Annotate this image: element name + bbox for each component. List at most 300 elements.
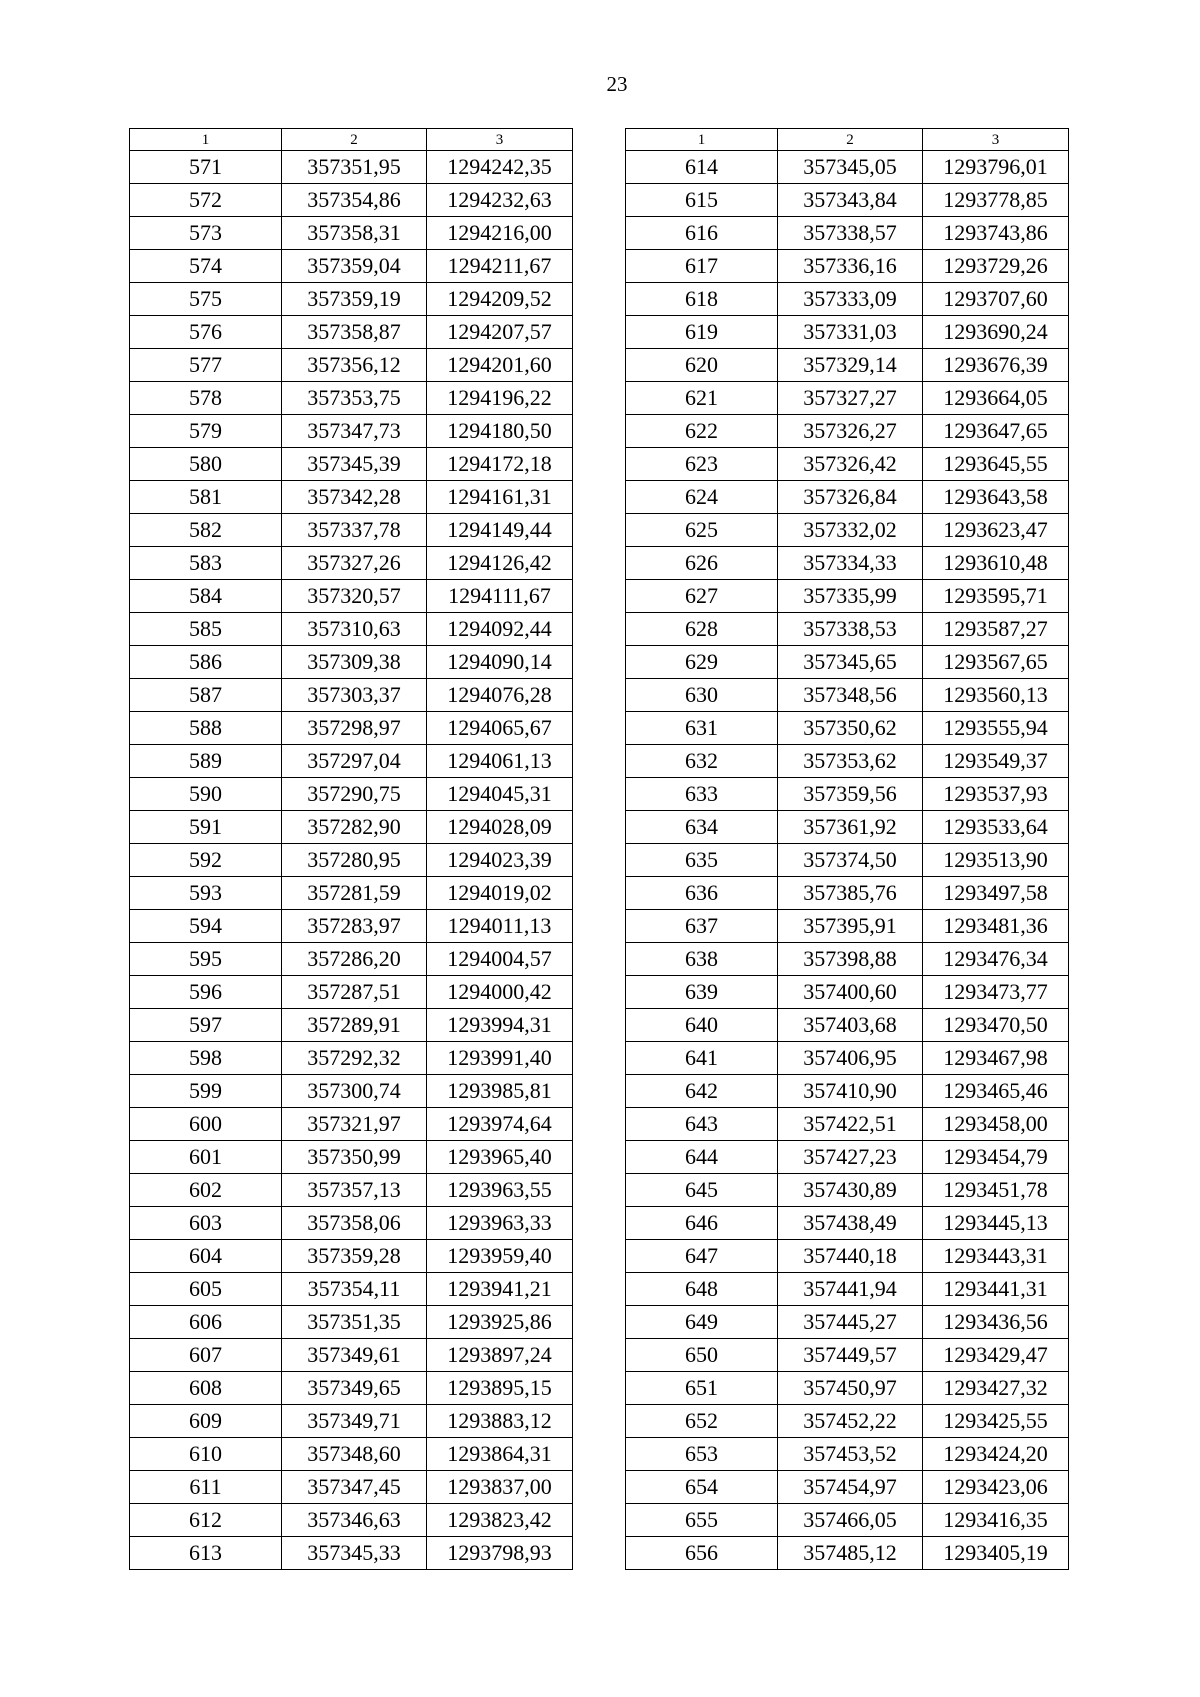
cell-x-coordinate: 357406,95 (778, 1042, 923, 1075)
cell-point-number: 572 (130, 184, 282, 217)
cell-x-coordinate: 357309,38 (282, 646, 427, 679)
table-row (626, 745, 1069, 778)
cell-x-coordinate: 357374,50 (778, 844, 923, 877)
cell-x-coordinate: 357395,91 (778, 910, 923, 943)
cell-point-number: 586 (130, 646, 282, 679)
cell-point-number: 653 (626, 1438, 778, 1471)
cell-x-coordinate: 357438,49 (778, 1207, 923, 1240)
cell-y-coordinate: 1294000,42 (427, 976, 573, 1009)
table-row (130, 217, 573, 250)
cell-point-number: 616 (626, 217, 778, 250)
cell-x-coordinate: 357427,23 (778, 1141, 923, 1174)
table-row (626, 811, 1069, 844)
cell-x-coordinate: 357345,05 (778, 151, 923, 184)
cell-y-coordinate: 1293405,19 (923, 1537, 1069, 1570)
cell-y-coordinate: 1294211,67 (427, 250, 573, 283)
column-header-x: 2 (778, 129, 923, 151)
cell-y-coordinate: 1293743,86 (923, 217, 1069, 250)
cell-point-number: 607 (130, 1339, 282, 1372)
table-row (626, 382, 1069, 415)
cell-point-number: 601 (130, 1141, 282, 1174)
cell-x-coordinate: 357354,86 (282, 184, 427, 217)
cell-x-coordinate: 357359,28 (282, 1240, 427, 1273)
cell-point-number: 619 (626, 316, 778, 349)
cell-y-coordinate: 1293467,98 (923, 1042, 1069, 1075)
cell-x-coordinate: 357349,65 (282, 1372, 427, 1405)
cell-y-coordinate: 1293994,31 (427, 1009, 573, 1042)
cell-x-coordinate: 357303,37 (282, 679, 427, 712)
table-row (130, 1009, 573, 1042)
cell-y-coordinate: 1293436,56 (923, 1306, 1069, 1339)
table-row (130, 1042, 573, 1075)
cell-x-coordinate: 357357,13 (282, 1174, 427, 1207)
cell-y-coordinate: 1294149,44 (427, 514, 573, 547)
cell-point-number: 585 (130, 613, 282, 646)
cell-y-coordinate: 1293963,33 (427, 1207, 573, 1240)
cell-y-coordinate: 1293537,93 (923, 778, 1069, 811)
cell-x-coordinate: 357358,06 (282, 1207, 427, 1240)
cell-y-coordinate: 1293707,60 (923, 283, 1069, 316)
cell-x-coordinate: 357320,57 (282, 580, 427, 613)
cell-y-coordinate: 1293883,12 (427, 1405, 573, 1438)
cell-point-number: 574 (130, 250, 282, 283)
cell-y-coordinate: 1293458,00 (923, 1108, 1069, 1141)
cell-point-number: 597 (130, 1009, 282, 1042)
table-row (130, 1141, 573, 1174)
cell-x-coordinate: 357403,68 (778, 1009, 923, 1042)
cell-x-coordinate: 357310,63 (282, 613, 427, 646)
table-row (626, 1075, 1069, 1108)
cell-x-coordinate: 357485,12 (778, 1537, 923, 1570)
cell-y-coordinate: 1293991,40 (427, 1042, 573, 1075)
table-row (626, 1339, 1069, 1372)
table-row (130, 250, 573, 283)
cell-y-coordinate: 1294126,42 (427, 547, 573, 580)
cell-y-coordinate: 1293895,15 (427, 1372, 573, 1405)
table-row (130, 910, 573, 943)
cell-point-number: 591 (130, 811, 282, 844)
cell-x-coordinate: 357440,18 (778, 1240, 923, 1273)
cell-y-coordinate: 1293610,48 (923, 547, 1069, 580)
cell-point-number: 615 (626, 184, 778, 217)
cell-x-coordinate: 357452,22 (778, 1405, 923, 1438)
table-row (130, 1108, 573, 1141)
table-row (130, 1240, 573, 1273)
cell-y-coordinate: 1294111,67 (427, 580, 573, 613)
cell-y-coordinate: 1294209,52 (427, 283, 573, 316)
cell-point-number: 629 (626, 646, 778, 679)
cell-y-coordinate: 1294045,31 (427, 778, 573, 811)
cell-point-number: 639 (626, 976, 778, 1009)
cell-y-coordinate: 1293533,64 (923, 811, 1069, 844)
cell-y-coordinate: 1293454,79 (923, 1141, 1069, 1174)
cell-y-coordinate: 1293416,35 (923, 1504, 1069, 1537)
cell-y-coordinate: 1293497,58 (923, 877, 1069, 910)
cell-x-coordinate: 357334,33 (778, 547, 923, 580)
cell-point-number: 605 (130, 1273, 282, 1306)
cell-point-number: 599 (130, 1075, 282, 1108)
table-row (130, 415, 573, 448)
cell-y-coordinate: 1293423,06 (923, 1471, 1069, 1504)
column-header-y: 3 (923, 129, 1069, 151)
cell-point-number: 613 (130, 1537, 282, 1570)
cell-x-coordinate: 357331,03 (778, 316, 923, 349)
cell-y-coordinate: 1293959,40 (427, 1240, 573, 1273)
cell-point-number: 618 (626, 283, 778, 316)
cell-y-coordinate: 1293985,81 (427, 1075, 573, 1108)
cell-y-coordinate: 1294172,18 (427, 448, 573, 481)
cell-y-coordinate: 1294004,57 (427, 943, 573, 976)
cell-point-number: 621 (626, 382, 778, 415)
cell-x-coordinate: 357348,56 (778, 679, 923, 712)
table-row (626, 844, 1069, 877)
cell-y-coordinate: 1293647,65 (923, 415, 1069, 448)
cell-x-coordinate: 357298,97 (282, 712, 427, 745)
cell-point-number: 641 (626, 1042, 778, 1075)
cell-y-coordinate: 1293424,20 (923, 1438, 1069, 1471)
cell-x-coordinate: 357347,45 (282, 1471, 427, 1504)
cell-point-number: 644 (626, 1141, 778, 1174)
cell-y-coordinate: 1294011,13 (427, 910, 573, 943)
cell-point-number: 592 (130, 844, 282, 877)
cell-x-coordinate: 357342,28 (282, 481, 427, 514)
cell-point-number: 602 (130, 1174, 282, 1207)
cell-point-number: 633 (626, 778, 778, 811)
cell-y-coordinate: 1293965,40 (427, 1141, 573, 1174)
cell-y-coordinate: 1293664,05 (923, 382, 1069, 415)
cell-y-coordinate: 1293451,78 (923, 1174, 1069, 1207)
cell-x-coordinate: 357466,05 (778, 1504, 923, 1537)
cell-point-number: 609 (130, 1405, 282, 1438)
cell-point-number: 645 (626, 1174, 778, 1207)
cell-y-coordinate: 1293587,27 (923, 613, 1069, 646)
cell-y-coordinate: 1294090,14 (427, 646, 573, 679)
cell-y-coordinate: 1294201,60 (427, 349, 573, 382)
table-row (130, 877, 573, 910)
cell-point-number: 603 (130, 1207, 282, 1240)
table-row (626, 1174, 1069, 1207)
table-row (130, 778, 573, 811)
table-row (626, 1108, 1069, 1141)
cell-y-coordinate: 1294023,39 (427, 844, 573, 877)
table-row (130, 679, 573, 712)
column-header-point-number: 1 (130, 129, 282, 151)
table-row (130, 151, 573, 184)
table-row (626, 283, 1069, 316)
cell-x-coordinate: 357282,90 (282, 811, 427, 844)
cell-point-number: 582 (130, 514, 282, 547)
cell-point-number: 600 (130, 1108, 282, 1141)
cell-x-coordinate: 357345,33 (282, 1537, 427, 1570)
cell-x-coordinate: 357450,97 (778, 1372, 923, 1405)
table-row (130, 646, 573, 679)
cell-y-coordinate: 1293778,85 (923, 184, 1069, 217)
table-row (130, 712, 573, 745)
table-row (626, 151, 1069, 184)
table-row (626, 217, 1069, 250)
cell-point-number: 651 (626, 1372, 778, 1405)
cell-point-number: 614 (626, 151, 778, 184)
cell-point-number: 606 (130, 1306, 282, 1339)
table-row (626, 910, 1069, 943)
cell-y-coordinate: 1293796,01 (923, 151, 1069, 184)
table-header-row (626, 129, 1069, 151)
cell-x-coordinate: 357332,02 (778, 514, 923, 547)
cell-y-coordinate: 1293481,36 (923, 910, 1069, 943)
cell-point-number: 590 (130, 778, 282, 811)
cell-x-coordinate: 357354,11 (282, 1273, 427, 1306)
cell-x-coordinate: 357338,57 (778, 217, 923, 250)
table-row (626, 646, 1069, 679)
cell-point-number: 610 (130, 1438, 282, 1471)
cell-point-number: 604 (130, 1240, 282, 1273)
cell-x-coordinate: 357358,87 (282, 316, 427, 349)
cell-point-number: 578 (130, 382, 282, 415)
table-row (626, 1273, 1069, 1306)
cell-y-coordinate: 1294065,67 (427, 712, 573, 745)
cell-x-coordinate: 357326,84 (778, 481, 923, 514)
cell-y-coordinate: 1293513,90 (923, 844, 1069, 877)
cell-x-coordinate: 357349,71 (282, 1405, 427, 1438)
cell-point-number: 655 (626, 1504, 778, 1537)
table-row (626, 976, 1069, 1009)
table-row (130, 745, 573, 778)
cell-x-coordinate: 357289,91 (282, 1009, 427, 1042)
cell-y-coordinate: 1293465,46 (923, 1075, 1069, 1108)
table-row (626, 1240, 1069, 1273)
cell-y-coordinate: 1293443,31 (923, 1240, 1069, 1273)
column-header-x: 2 (282, 129, 427, 151)
cell-point-number: 575 (130, 283, 282, 316)
cell-x-coordinate: 357351,95 (282, 151, 427, 184)
cell-point-number: 595 (130, 943, 282, 976)
cell-x-coordinate: 357353,62 (778, 745, 923, 778)
cell-point-number: 638 (626, 943, 778, 976)
cell-point-number: 583 (130, 547, 282, 580)
cell-point-number: 631 (626, 712, 778, 745)
table-row (626, 1471, 1069, 1504)
cell-y-coordinate: 1293549,37 (923, 745, 1069, 778)
cell-y-coordinate: 1294161,31 (427, 481, 573, 514)
table-row (626, 316, 1069, 349)
cell-y-coordinate: 1293427,32 (923, 1372, 1069, 1405)
cell-y-coordinate: 1293429,47 (923, 1339, 1069, 1372)
cell-y-coordinate: 1294207,57 (427, 316, 573, 349)
table-row (626, 1042, 1069, 1075)
column-header-y: 3 (427, 129, 573, 151)
cell-y-coordinate: 1293470,50 (923, 1009, 1069, 1042)
cell-x-coordinate: 357283,97 (282, 910, 427, 943)
cell-point-number: 571 (130, 151, 282, 184)
cell-y-coordinate: 1294232,63 (427, 184, 573, 217)
table-row (130, 580, 573, 613)
cell-point-number: 635 (626, 844, 778, 877)
coordinates-table-right (625, 128, 1069, 1570)
table-row (626, 712, 1069, 745)
table-row (130, 349, 573, 382)
cell-x-coordinate: 357321,97 (282, 1108, 427, 1141)
cell-y-coordinate: 1294076,28 (427, 679, 573, 712)
cell-x-coordinate: 357445,27 (778, 1306, 923, 1339)
cell-x-coordinate: 357345,65 (778, 646, 923, 679)
cell-x-coordinate: 357345,39 (282, 448, 427, 481)
cell-y-coordinate: 1293729,26 (923, 250, 1069, 283)
cell-y-coordinate: 1293476,34 (923, 943, 1069, 976)
cell-x-coordinate: 357338,53 (778, 613, 923, 646)
cell-x-coordinate: 357286,20 (282, 943, 427, 976)
cell-x-coordinate: 357361,92 (778, 811, 923, 844)
cell-y-coordinate: 1294180,50 (427, 415, 573, 448)
table-row (130, 844, 573, 877)
cell-x-coordinate: 357327,27 (778, 382, 923, 415)
cell-point-number: 596 (130, 976, 282, 1009)
cell-point-number: 608 (130, 1372, 282, 1405)
cell-x-coordinate: 357347,73 (282, 415, 427, 448)
cell-point-number: 622 (626, 415, 778, 448)
cell-y-coordinate: 1293425,55 (923, 1405, 1069, 1438)
table-row (626, 349, 1069, 382)
cell-x-coordinate: 357326,27 (778, 415, 923, 448)
cell-y-coordinate: 1293925,86 (427, 1306, 573, 1339)
cell-point-number: 648 (626, 1273, 778, 1306)
cell-point-number: 627 (626, 580, 778, 613)
cell-x-coordinate: 357359,56 (778, 778, 923, 811)
cell-y-coordinate: 1293837,00 (427, 1471, 573, 1504)
cell-point-number: 646 (626, 1207, 778, 1240)
cell-point-number: 580 (130, 448, 282, 481)
cell-point-number: 593 (130, 877, 282, 910)
cell-x-coordinate: 357398,88 (778, 943, 923, 976)
table-row (626, 481, 1069, 514)
cell-x-coordinate: 357351,35 (282, 1306, 427, 1339)
cell-point-number: 581 (130, 481, 282, 514)
cell-point-number: 584 (130, 580, 282, 613)
table-row (130, 613, 573, 646)
cell-x-coordinate: 357346,63 (282, 1504, 427, 1537)
cell-x-coordinate: 357348,60 (282, 1438, 427, 1471)
table-row (130, 514, 573, 547)
cell-x-coordinate: 357343,84 (778, 184, 923, 217)
table-row (130, 1207, 573, 1240)
table-header-row (130, 129, 573, 151)
cell-x-coordinate: 357359,19 (282, 283, 427, 316)
table-row (626, 514, 1069, 547)
cell-x-coordinate: 357300,74 (282, 1075, 427, 1108)
table-row (626, 1306, 1069, 1339)
cell-x-coordinate: 357356,12 (282, 349, 427, 382)
table-row (130, 1174, 573, 1207)
cell-point-number: 623 (626, 448, 778, 481)
table-row (130, 382, 573, 415)
cell-point-number: 636 (626, 877, 778, 910)
cell-y-coordinate: 1294196,22 (427, 382, 573, 415)
cell-point-number: 579 (130, 415, 282, 448)
cell-point-number: 589 (130, 745, 282, 778)
table-row (626, 679, 1069, 712)
cell-y-coordinate: 1293798,93 (427, 1537, 573, 1570)
table-row (626, 1009, 1069, 1042)
cell-x-coordinate: 357353,75 (282, 382, 427, 415)
table-row (130, 1372, 573, 1405)
cell-x-coordinate: 357422,51 (778, 1108, 923, 1141)
table-row (130, 1075, 573, 1108)
cell-x-coordinate: 357335,99 (778, 580, 923, 613)
cell-x-coordinate: 357280,95 (282, 844, 427, 877)
cell-x-coordinate: 357326,42 (778, 448, 923, 481)
table-row (130, 1339, 573, 1372)
cell-x-coordinate: 357333,09 (778, 283, 923, 316)
table-row (626, 1537, 1069, 1570)
cell-point-number: 620 (626, 349, 778, 382)
table-row (626, 943, 1069, 976)
table-row (626, 580, 1069, 613)
cell-point-number: 650 (626, 1339, 778, 1372)
cell-y-coordinate: 1293690,24 (923, 316, 1069, 349)
cell-point-number: 612 (130, 1504, 282, 1537)
cell-point-number: 625 (626, 514, 778, 547)
cell-point-number: 640 (626, 1009, 778, 1042)
table-row (130, 811, 573, 844)
table-row (130, 976, 573, 1009)
cell-y-coordinate: 1294216,00 (427, 217, 573, 250)
cell-x-coordinate: 357281,59 (282, 877, 427, 910)
cell-x-coordinate: 357290,75 (282, 778, 427, 811)
cell-point-number: 652 (626, 1405, 778, 1438)
table-row (626, 547, 1069, 580)
cell-point-number: 594 (130, 910, 282, 943)
cell-x-coordinate: 357410,90 (778, 1075, 923, 1108)
table-row (130, 1306, 573, 1339)
table-row (130, 283, 573, 316)
table-row (130, 1438, 573, 1471)
cell-y-coordinate: 1293864,31 (427, 1438, 573, 1471)
cell-x-coordinate: 357350,99 (282, 1141, 427, 1174)
cell-point-number: 617 (626, 250, 778, 283)
table-row (130, 1471, 573, 1504)
cell-y-coordinate: 1293963,55 (427, 1174, 573, 1207)
cell-point-number: 573 (130, 217, 282, 250)
table-row (626, 1405, 1069, 1438)
table-row (626, 877, 1069, 910)
table-body-right (626, 151, 1069, 1570)
cell-y-coordinate: 1293645,55 (923, 448, 1069, 481)
cell-x-coordinate: 357350,62 (778, 712, 923, 745)
cell-x-coordinate: 357292,32 (282, 1042, 427, 1075)
page-number: 23 (606, 72, 628, 96)
table-row (130, 448, 573, 481)
table-row (626, 184, 1069, 217)
column-header-point-number: 1 (626, 129, 778, 151)
cell-y-coordinate: 1293941,21 (427, 1273, 573, 1306)
cell-x-coordinate: 357449,57 (778, 1339, 923, 1372)
table-row (626, 778, 1069, 811)
cell-y-coordinate: 1293473,77 (923, 976, 1069, 1009)
cell-point-number: 611 (130, 1471, 282, 1504)
cell-x-coordinate: 357359,04 (282, 250, 427, 283)
cell-x-coordinate: 357337,78 (282, 514, 427, 547)
table-row (130, 316, 573, 349)
cell-point-number: 654 (626, 1471, 778, 1504)
cell-y-coordinate: 1294092,44 (427, 613, 573, 646)
cell-x-coordinate: 357349,61 (282, 1339, 427, 1372)
table-row (626, 415, 1069, 448)
table-row (130, 1273, 573, 1306)
cell-x-coordinate: 357441,94 (778, 1273, 923, 1306)
table-row (626, 1438, 1069, 1471)
cell-y-coordinate: 1293823,42 (427, 1504, 573, 1537)
table-row (130, 481, 573, 514)
cell-x-coordinate: 357358,31 (282, 217, 427, 250)
